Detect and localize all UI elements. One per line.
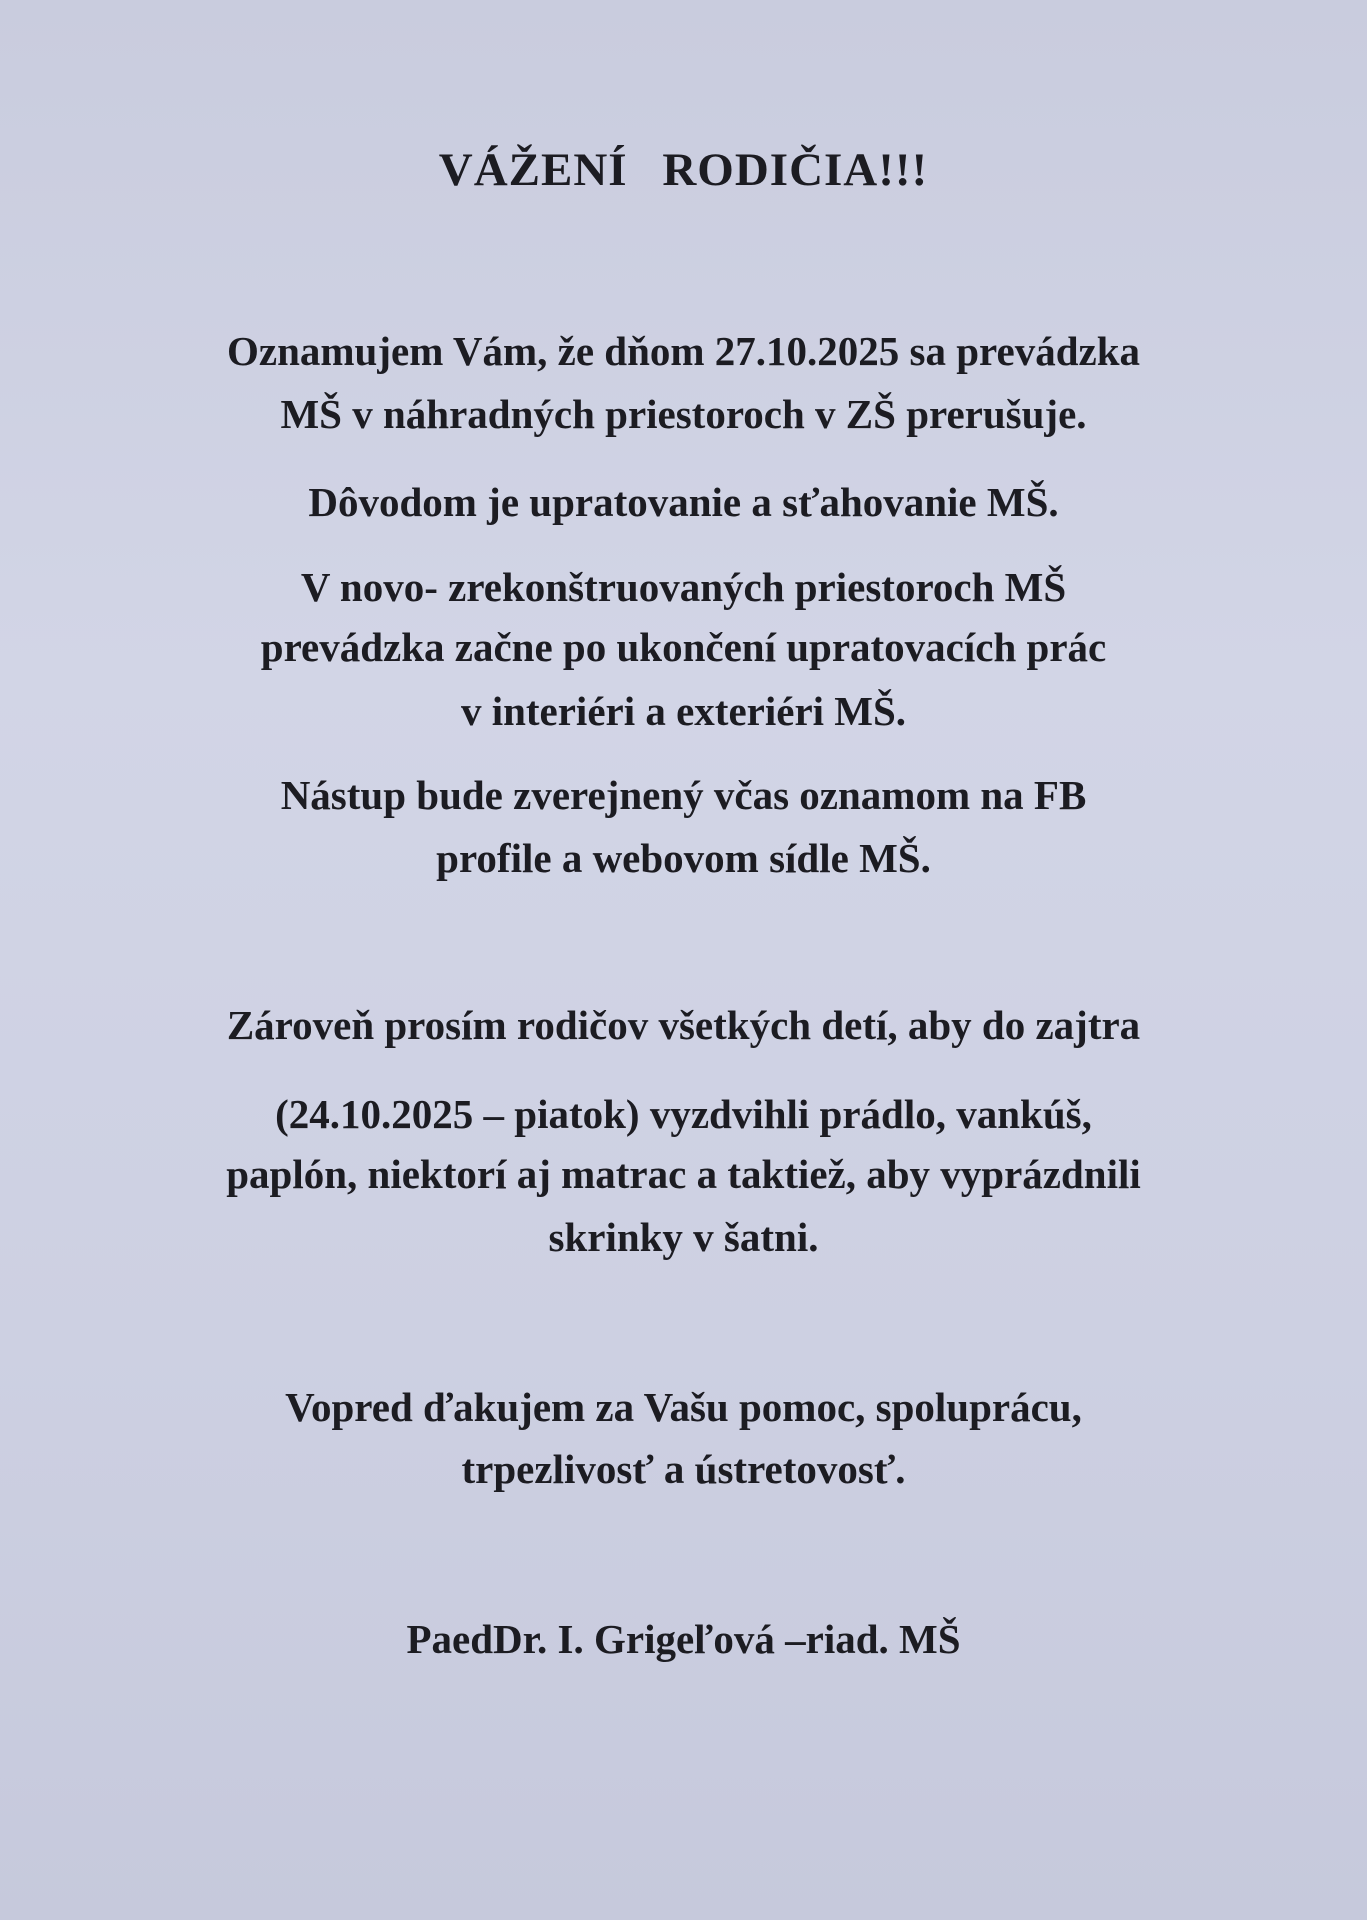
thanks-line-1: Vopred ďakujem za Vašu pomoc, spoluprácu, (285, 1384, 1082, 1430)
paragraph-6-line-1: (24.10.2025 – piatok) vyzdvihli prádlo, vankúš, (275, 1091, 1092, 1137)
paragraph-3-line-3: v interiéri a exteriéri MŠ. (460, 688, 907, 734)
paragraph-6-line-2: paplón, niektorí aj matrac a taktiež, aby vyprázdnili (226, 1151, 1141, 1197)
paragraph-2: Dôvodom je upratovanie a sťahovanie MŠ. (308, 479, 1059, 525)
paragraph-5: Zároveň prosím rodičov všetkých detí, aby do zajtra (226, 1002, 1141, 1048)
paragraph-1-line-2: MŠ v náhradných priestoroch v ZŠ prerušuje. (280, 391, 1087, 437)
paragraph-1-line-1: Oznamujem Vám, že dňom 27.10.2025 sa prevádzka (227, 328, 1140, 374)
notice-title: VÁŽENÍ RODIČIA!!! (438, 144, 929, 196)
paragraph-6-line-3: skrinky v šatni. (548, 1214, 819, 1260)
paragraph-4-line-2: profile a webovom sídle MŠ. (436, 835, 931, 881)
signature: PaedDr. I. Grigeľová –riad. MŠ (406, 1616, 961, 1662)
paragraph-3-line-2: prevádzka začne po ukončení upratovacích prác (260, 624, 1107, 670)
thanks-line-2: trpezlivosť a ústretovosť. (461, 1446, 906, 1492)
paragraph-4-line-1: Nástup bude zverejnený včas oznamom na FB (280, 772, 1087, 818)
paragraph-3-line-1: V novo- zrekonštruovaných priestoroch MŠ (300, 564, 1067, 610)
